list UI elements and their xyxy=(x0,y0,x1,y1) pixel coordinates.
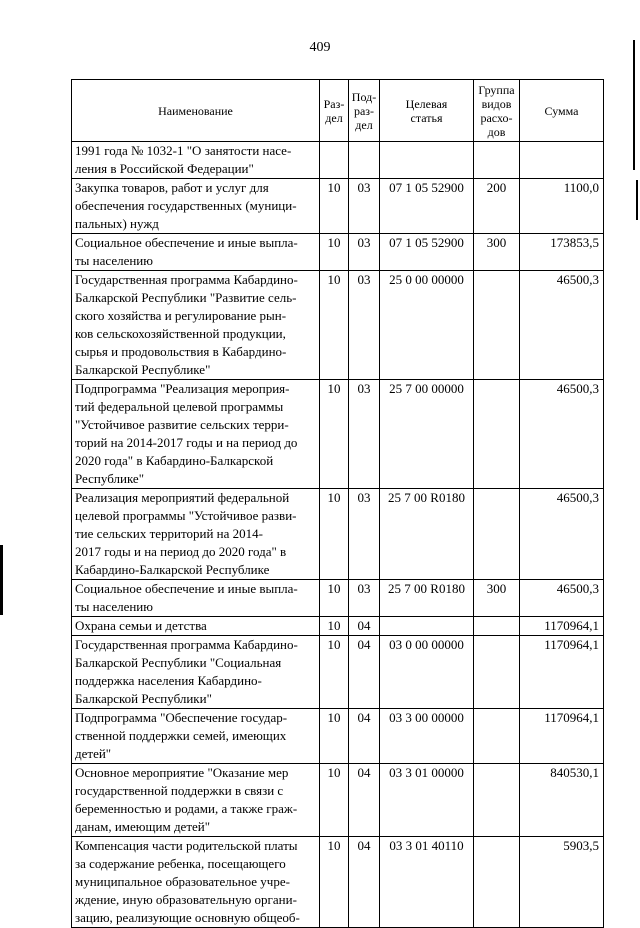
name-line: 1991 года № 1032-1 "О занятости насе- xyxy=(75,143,292,158)
cell-group xyxy=(474,489,520,580)
name-line: данам, имеющим детей" xyxy=(75,819,211,834)
cell-name xyxy=(72,142,320,179)
header-line: раз- xyxy=(353,103,375,118)
name-line: Балкарской Республики "Социальная xyxy=(75,655,282,670)
cell-name xyxy=(72,380,320,489)
cell-razdel: 10 xyxy=(320,380,349,489)
name-line: ты населению xyxy=(75,599,153,614)
cell-podrazdel: 03 xyxy=(349,179,380,234)
scan-edge-mark xyxy=(0,545,3,615)
name-line: ков сельскохозяйственной продукции, xyxy=(75,326,286,341)
cell-name xyxy=(72,489,320,580)
name-line: ления в Российской Федерации" xyxy=(75,161,254,176)
name-line: тий федеральной целевой программы xyxy=(75,399,284,414)
table-row xyxy=(72,489,604,580)
cell-article: 25 7 00 R0180 xyxy=(380,489,474,580)
cell-amount: 1170964,1 xyxy=(520,636,604,709)
header-line: дел xyxy=(325,110,343,125)
table-body xyxy=(72,142,604,928)
header-razdel xyxy=(320,80,349,142)
name-line: зацию, реализующие основную общеоб- xyxy=(75,910,300,925)
name-line: Подпрограмма "Обеспечение государ- xyxy=(75,710,288,725)
header-group xyxy=(474,80,520,142)
cell-amount: 1170964,1 xyxy=(520,617,604,636)
name-line: 2020 года" в Кабардино-Балкарской xyxy=(75,453,274,468)
header-line: расхо- xyxy=(480,110,513,125)
name-line: государственной поддержки в связи с xyxy=(75,783,284,798)
cell-amount xyxy=(520,142,604,179)
name-line: беременностью и родами, а также граж- xyxy=(75,801,298,816)
cell-podrazdel: 04 xyxy=(349,617,380,636)
cell-podrazdel: 03 xyxy=(349,380,380,489)
cell-group xyxy=(474,380,520,489)
table-row xyxy=(72,764,604,837)
name-line: сырья и продовольствия в Кабардино- xyxy=(75,344,287,359)
cell-amount: 5903,5 xyxy=(520,837,604,928)
cell-razdel: 10 xyxy=(320,617,349,636)
cell-razdel: 10 xyxy=(320,179,349,234)
cell-name xyxy=(72,617,320,636)
name-line: целевой программы "Устойчивое разви- xyxy=(75,508,297,523)
cell-article: 03 0 00 00000 xyxy=(380,636,474,709)
cell-group: 300 xyxy=(474,234,520,271)
name-line: поддержка населения Кабардино- xyxy=(75,673,262,688)
cell-razdel: 10 xyxy=(320,837,349,928)
budget-table xyxy=(71,79,604,928)
cell-article: 25 7 00 00000 xyxy=(380,380,474,489)
header-line: статья xyxy=(410,110,443,125)
table-row xyxy=(72,234,604,271)
cell-article: 03 3 01 00000 xyxy=(380,764,474,837)
header-article xyxy=(380,80,474,142)
name-line: за содержание ребенка, посещающего xyxy=(75,856,286,871)
cell-name xyxy=(72,837,320,928)
cell-group: 200 xyxy=(474,179,520,234)
cell-podrazdel: 03 xyxy=(349,271,380,380)
cell-razdel: 10 xyxy=(320,234,349,271)
name-line: Социальное обеспечение и иные выпла- xyxy=(75,235,298,250)
cell-group: 300 xyxy=(474,580,520,617)
name-line: обеспечения государственных (муници- xyxy=(75,198,297,213)
cell-razdel: 10 xyxy=(320,271,349,380)
name-line: Балкарской Республике" xyxy=(75,362,211,377)
table-row xyxy=(72,617,604,636)
table-header-row xyxy=(72,80,604,142)
cell-amount: 1170964,1 xyxy=(520,709,604,764)
header-amount: Сумма xyxy=(520,80,604,142)
header-name: Наименование xyxy=(72,80,320,142)
name-line: Балкарской Республики" xyxy=(75,691,212,706)
cell-name xyxy=(72,764,320,837)
cell-group xyxy=(474,142,520,179)
name-line: ского хозяйства и регулирование рын- xyxy=(75,308,287,323)
name-line: Основное мероприятие "Оказание мер xyxy=(75,765,289,780)
cell-razdel: 10 xyxy=(320,709,349,764)
name-line: торий на 2014-2017 годы и на период до xyxy=(75,435,298,450)
header-podrazdel xyxy=(349,80,380,142)
table-row xyxy=(72,380,604,489)
header-line: Раз- xyxy=(323,96,345,111)
cell-name xyxy=(72,709,320,764)
header-line: Под- xyxy=(351,89,377,104)
header-line: видов xyxy=(481,96,512,111)
cell-group xyxy=(474,837,520,928)
cell-amount: 173853,5 xyxy=(520,234,604,271)
cell-article: 25 7 00 R0180 xyxy=(380,580,474,617)
cell-group xyxy=(474,617,520,636)
cell-podrazdel: 04 xyxy=(349,837,380,928)
cell-podrazdel: 04 xyxy=(349,764,380,837)
name-line: "Устойчивое развитие сельских терри- xyxy=(75,417,289,432)
name-line: Компенсация части родительской платы xyxy=(75,838,298,853)
cell-podrazdel: 03 xyxy=(349,580,380,617)
cell-name xyxy=(72,636,320,709)
name-line: Подпрограмма "Реализация мероприя- xyxy=(75,381,290,396)
table-row xyxy=(72,709,604,764)
cell-article: 07 1 05 52900 xyxy=(380,234,474,271)
name-line: Охрана семьи и детства xyxy=(75,618,207,633)
name-line: тие сельских территорий на 2014- xyxy=(75,526,263,541)
cell-razdel: 10 xyxy=(320,764,349,837)
cell-group xyxy=(474,636,520,709)
name-line: Балкарской Республики "Развитие сель- xyxy=(75,290,297,305)
name-line: Республике" xyxy=(75,471,145,486)
table-row xyxy=(72,142,604,179)
cell-podrazdel xyxy=(349,142,380,179)
name-line: детей" xyxy=(75,746,112,761)
cell-group xyxy=(474,709,520,764)
cell-podrazdel: 04 xyxy=(349,709,380,764)
cell-article xyxy=(380,142,474,179)
cell-name xyxy=(72,234,320,271)
cell-group xyxy=(474,271,520,380)
scan-edge-mark xyxy=(636,180,638,220)
name-line: ждение, иную образовательную органи- xyxy=(75,892,297,907)
cell-name xyxy=(72,580,320,617)
cell-article xyxy=(380,617,474,636)
name-line: ты населению xyxy=(75,253,153,268)
cell-article: 03 3 01 40110 xyxy=(380,837,474,928)
cell-podrazdel: 04 xyxy=(349,636,380,709)
cell-article: 07 1 05 52900 xyxy=(380,179,474,234)
name-line: пальных) нужд xyxy=(75,216,159,231)
header-line: Целевая xyxy=(405,96,448,111)
cell-amount: 1100,0 xyxy=(520,179,604,234)
table-row xyxy=(72,179,604,234)
scan-edge-mark xyxy=(633,40,635,170)
cell-podrazdel: 03 xyxy=(349,489,380,580)
cell-razdel: 10 xyxy=(320,636,349,709)
cell-amount: 46500,3 xyxy=(520,489,604,580)
name-line: Государственная программа Кабардино- xyxy=(75,637,298,652)
table-row xyxy=(72,837,604,928)
name-line: Закупка товаров, работ и услуг для xyxy=(75,180,269,195)
table-row xyxy=(72,580,604,617)
name-line: Реализация мероприятий федеральной xyxy=(75,490,290,505)
cell-group xyxy=(474,764,520,837)
header-line: дов xyxy=(487,124,506,139)
page-number: 409 xyxy=(309,40,331,55)
name-line: 2017 годы и на период до 2020 года" в xyxy=(75,544,287,559)
cell-razdel: 10 xyxy=(320,580,349,617)
table-row xyxy=(72,636,604,709)
cell-article: 03 3 00 00000 xyxy=(380,709,474,764)
cell-name xyxy=(72,271,320,380)
cell-name xyxy=(72,179,320,234)
name-line: Государственная программа Кабардино- xyxy=(75,272,298,287)
cell-amount: 46500,3 xyxy=(520,271,604,380)
cell-article: 25 0 00 00000 xyxy=(380,271,474,380)
cell-amount: 46500,3 xyxy=(520,380,604,489)
header-line: дел xyxy=(355,117,373,132)
table-row xyxy=(72,271,604,380)
name-line: муниципальное образовательное учре- xyxy=(75,874,290,889)
name-line: ственной поддержки семей, имеющих xyxy=(75,728,287,743)
name-line: Социальное обеспечение и иные выпла- xyxy=(75,581,298,596)
cell-amount: 46500,3 xyxy=(520,580,604,617)
name-line: Кабардино-Балкарской Республике xyxy=(75,562,270,577)
cell-razdel xyxy=(320,142,349,179)
header-line: Группа xyxy=(478,82,515,97)
cell-razdel: 10 xyxy=(320,489,349,580)
cell-amount: 840530,1 xyxy=(520,764,604,837)
cell-podrazdel: 03 xyxy=(349,234,380,271)
